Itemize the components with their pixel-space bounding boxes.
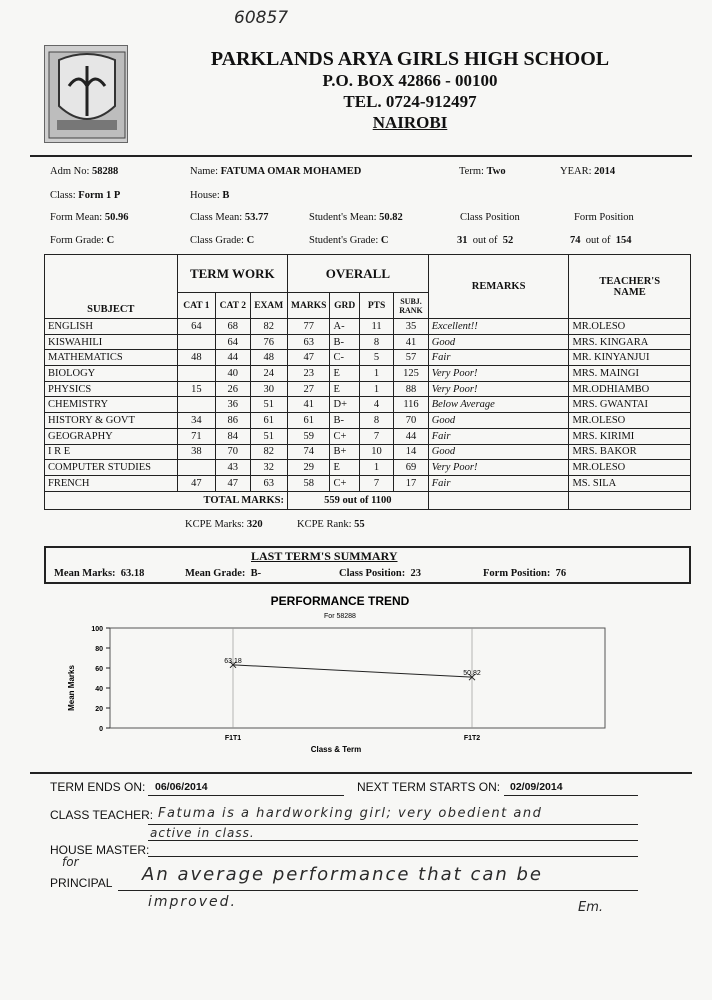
cat1-cell: 71 (177, 428, 215, 444)
subject-header: SUBJECT (45, 255, 178, 319)
header-divider (30, 155, 692, 157)
remark-cell: Below Average (428, 397, 569, 413)
rank-cell: 69 (394, 460, 428, 476)
school-city: NAIROBI (372, 113, 448, 132)
marks-cell: 74 (287, 444, 330, 460)
term: Term: Two (459, 166, 506, 177)
overall-header: OVERALL (287, 255, 428, 293)
exam-cell: 30 (250, 381, 287, 397)
grade-cell: A- (330, 319, 359, 335)
points-cell: 1 (359, 381, 393, 397)
x-tick-label: F1T2 (463, 735, 481, 742)
cat1-cell: 48 (177, 350, 215, 366)
data-label: 50.82 (463, 670, 481, 678)
rank-cell: 57 (394, 350, 428, 366)
exam-cell: 32 (250, 460, 287, 476)
last-term-summary (44, 546, 691, 584)
subject-cell: BIOLOGY (45, 366, 178, 382)
chart-frame (110, 628, 605, 728)
term-work-header: TERM WORK (177, 255, 287, 293)
cat1-cell (177, 334, 215, 350)
class-teacher-line-2 (148, 840, 638, 841)
points-cell: 4 (359, 397, 393, 413)
cat2-cell: 70 (216, 444, 250, 460)
exam-cell: 82 (250, 444, 287, 460)
cat1-cell: 64 (177, 319, 215, 335)
y-tick-label: 100 (91, 626, 103, 633)
student-name: Name: FATUMA OMAR MOHAMED (190, 166, 362, 177)
chart-xlabel: Class & Term (310, 745, 362, 754)
remark-cell: Good (428, 413, 569, 429)
marks-cell: 63 (287, 334, 330, 350)
footer-divider (30, 772, 692, 774)
class-position-value: 31 out of 52 (457, 235, 514, 246)
exam-cell: 82 (250, 319, 287, 335)
grade-cell: C+ (330, 428, 359, 444)
cat2-cell: 40 (216, 366, 250, 382)
chart-title: PERFORMANCE TREND (270, 594, 410, 608)
adm-no: Adm No: 58288 (50, 166, 119, 177)
student-mean: Student's Mean: 50.82 (309, 212, 403, 223)
next-term: NEXT TERM STARTS ON: (357, 780, 501, 794)
table-row (45, 428, 691, 444)
principal-initials: Em. (578, 900, 604, 915)
remark-cell: Very Poor! (428, 460, 569, 476)
teacher-cell: MR.OLESO (569, 413, 691, 429)
cat1-cell: 47 (177, 475, 215, 491)
exam-header: EXAM (250, 293, 287, 319)
y-tick-label: 40 (95, 686, 103, 693)
marks-cell: 27 (287, 381, 330, 397)
exam-cell: 51 (250, 428, 287, 444)
exam-cell: 51 (250, 397, 287, 413)
rank-cell: 41 (394, 334, 428, 350)
cat2-cell: 44 (216, 350, 250, 366)
points-cell: 8 (359, 413, 393, 429)
exam-cell: 61 (250, 413, 287, 429)
y-tick-label: 0 (99, 726, 103, 733)
year: YEAR: 2014 (560, 166, 616, 177)
student-grade: Student's Grade: C (309, 235, 389, 246)
last-class-position: Class Position: 23 (339, 568, 421, 579)
remark-cell: Fair (428, 350, 569, 366)
data-label: 63.18 (224, 657, 242, 665)
remark-cell: Very Poor! (428, 381, 569, 397)
points-cell: 1 (359, 366, 393, 382)
total-marks-label: TOTAL MARKS: (45, 491, 288, 509)
principal-label: PRINCIPAL (50, 876, 113, 890)
marks-cell: 29 (287, 460, 330, 476)
points-cell: 7 (359, 475, 393, 491)
class-grade: Class Grade: C (190, 235, 255, 246)
marks-cell: 77 (287, 319, 330, 335)
total-remarks-cell (428, 491, 569, 509)
grade-cell: C- (330, 350, 359, 366)
cat2-cell: 84 (216, 428, 250, 444)
cat1-cell (177, 460, 215, 476)
rank-cell: 70 (394, 413, 428, 429)
cat2-cell: 26 (216, 381, 250, 397)
class-teacher-label: CLASS TEACHER: (50, 808, 154, 822)
teacher-cell: MR.OLESO (569, 319, 691, 335)
principal-comment: An average performance that can be (142, 864, 543, 885)
remark-cell: Fair (428, 428, 569, 444)
table-row (45, 366, 691, 382)
house: House: B (190, 190, 230, 201)
subject-cell: ENGLISH (45, 319, 178, 335)
kcpe-rank: KCPE Rank: 55 (297, 519, 365, 530)
document-number: 60857 (234, 8, 289, 28)
teacher-cell: MRS. KINGARA (569, 334, 691, 350)
class-teacher-line (148, 824, 638, 825)
class-position-label: Class Position (460, 212, 520, 223)
subject-cell: KISWAHILI (45, 334, 178, 350)
last-mean-grade: Mean Grade: B- (185, 568, 262, 579)
term-ends: TERM ENDS ON: (50, 780, 146, 794)
subject-cell: HISTORY & GOVT (45, 413, 178, 429)
marks-cell: 59 (287, 428, 330, 444)
remark-cell: Excellent!! (428, 319, 569, 335)
rank-cell: 35 (394, 319, 428, 335)
teacher-cell: MRS. GWANTAI (569, 397, 691, 413)
cat1-cell (177, 366, 215, 382)
exam-cell: 24 (250, 366, 287, 382)
grade-cell: E (330, 381, 359, 397)
teacher-cell: MRS. KIRIMI (569, 428, 691, 444)
principal-comment-2: improved. (148, 894, 237, 910)
exam-cell: 48 (250, 350, 287, 366)
house-master-line (148, 856, 638, 857)
cat1-cell (177, 397, 215, 413)
cat1-header: CAT 1 (177, 293, 215, 319)
cat1-cell: 34 (177, 413, 215, 429)
class-teacher-comment-2: active in class. (150, 826, 255, 840)
total-teacher-cell (569, 491, 691, 509)
table-row (45, 413, 691, 429)
rank-cell: 116 (394, 397, 428, 413)
rank-cell: 44 (394, 428, 428, 444)
marks-cell: 41 (287, 397, 330, 413)
grd-header: GRD (330, 293, 359, 319)
teacher-cell: MR. KINYANJUI (569, 350, 691, 366)
cat1-cell: 38 (177, 444, 215, 460)
subject-cell: COMPUTER STUDIES (45, 460, 178, 476)
table-row (45, 475, 691, 491)
marks-cell: 58 (287, 475, 330, 491)
y-tick-label: 80 (95, 646, 103, 653)
remark-cell: Very Poor! (428, 366, 569, 382)
form-position-value: 74 out of 154 (570, 235, 632, 246)
grade-cell: E (330, 460, 359, 476)
rank-cell: 14 (394, 444, 428, 460)
teacher-cell: MRS. BAKOR (569, 444, 691, 460)
pts-header: PTS (359, 293, 393, 319)
rank-cell: 17 (394, 475, 428, 491)
table-row (45, 334, 691, 350)
exam-cell: 63 (250, 475, 287, 491)
teacher-header: TEACHER'S NAME (569, 255, 691, 319)
school-name: PARKLANDS ARYA GIRLS HIGH SCHOOL (210, 48, 610, 70)
house-master-label: HOUSE MASTER: (50, 843, 150, 857)
last-mean-marks: Mean Marks: 63.18 (54, 568, 145, 579)
cat2-cell: 47 (216, 475, 250, 491)
rank-cell: 88 (394, 381, 428, 397)
cat2-cell: 68 (216, 319, 250, 335)
series-line (233, 665, 472, 677)
last-term-title: LAST TERM'S SUMMARY (251, 549, 398, 563)
grade-cell: D+ (330, 397, 359, 413)
cat1-cell: 15 (177, 381, 215, 397)
subject-cell: FRENCH (45, 475, 178, 491)
table-row (45, 350, 691, 366)
table-row (45, 397, 691, 413)
points-cell: 1 (359, 460, 393, 476)
teacher-cell: MRS. MAINGI (569, 366, 691, 382)
marks-header: MARKS (287, 293, 330, 319)
cat2-header: CAT 2 (216, 293, 250, 319)
subject-cell: PHYSICS (45, 381, 178, 397)
next-term-line (504, 795, 638, 796)
grade-cell: B- (330, 334, 359, 350)
teacher-cell: MR.ODHIAMBO (569, 381, 691, 397)
x-tick-label: F1T1 (224, 735, 242, 742)
remarks-header: REMARKS (428, 255, 569, 319)
next-term-value: 02/09/2014 (510, 781, 563, 793)
chart-subtitle: For 58288 (324, 613, 356, 620)
cat2-cell: 43 (216, 460, 250, 476)
points-cell: 7 (359, 428, 393, 444)
exam-cell: 76 (250, 334, 287, 350)
cat2-cell: 86 (216, 413, 250, 429)
subject-cell: CHEMISTRY (45, 397, 178, 413)
chart-ylabel: Mean Marks (67, 665, 76, 711)
class-teacher-comment: Fatuma is a hardworking girl; very obedient and (158, 806, 543, 821)
rank-cell: 125 (394, 366, 428, 382)
subject-cell: GEOGRAPHY (45, 428, 178, 444)
kcpe-marks: KCPE Marks: 320 (185, 519, 263, 530)
cat2-cell: 64 (216, 334, 250, 350)
principal-line (118, 890, 638, 891)
last-form-position: Form Position: 76 (483, 568, 567, 579)
table-row (45, 460, 691, 476)
performance-trend-chart (60, 590, 620, 760)
term-ends-value: 06/06/2014 (155, 781, 208, 793)
school-crest-logo (44, 45, 128, 143)
marks-cell: 47 (287, 350, 330, 366)
class-mean: Class Mean: 53.77 (190, 212, 269, 223)
form-mean: Form Mean: 50.96 (50, 212, 129, 223)
points-cell: 11 (359, 319, 393, 335)
form-position-label: Form Position (574, 212, 634, 223)
points-cell: 8 (359, 334, 393, 350)
school-address: P.O. BOX 42866 - 00100 (322, 71, 498, 90)
y-tick-label: 60 (95, 666, 103, 673)
teacher-cell: MS. SILA (569, 475, 691, 491)
grade-cell: B+ (330, 444, 359, 460)
table-row (45, 319, 691, 335)
remark-cell: Good (428, 444, 569, 460)
subj-rank-header: SUBJ. RANK (394, 293, 428, 319)
grade-cell: C+ (330, 475, 359, 491)
form-grade: Form Grade: C (50, 235, 115, 246)
school-phone: TEL. 0724-912497 (343, 92, 477, 111)
total-marks-value: 559 out of 1100 (287, 491, 428, 509)
remark-cell: Good (428, 334, 569, 350)
cat2-cell: 36 (216, 397, 250, 413)
marks-cell: 61 (287, 413, 330, 429)
class: Class: Form 1 P (50, 190, 121, 201)
remark-cell: Fair (428, 475, 569, 491)
principal-for: for (62, 855, 79, 869)
y-tick-label: 20 (95, 706, 103, 713)
marks-table (44, 254, 691, 510)
teacher-cell: MR.OLESO (569, 460, 691, 476)
table-row (45, 444, 691, 460)
grade-cell: B- (330, 413, 359, 429)
term-ends-line (148, 795, 344, 796)
subject-cell: I R E (45, 444, 178, 460)
marks-cell: 23 (287, 366, 330, 382)
table-row (45, 381, 691, 397)
points-cell: 5 (359, 350, 393, 366)
grade-cell: E (330, 366, 359, 382)
points-cell: 10 (359, 444, 393, 460)
subject-cell: MATHEMATICS (45, 350, 178, 366)
